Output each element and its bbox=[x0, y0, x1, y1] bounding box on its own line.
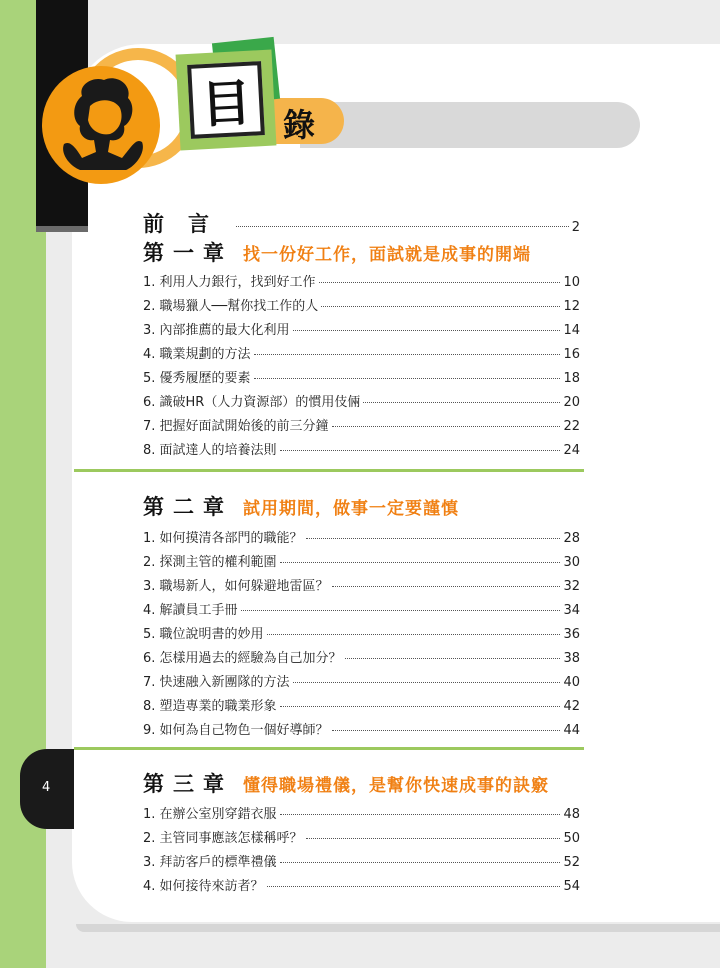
leader-dots bbox=[293, 682, 561, 683]
toc-entry[interactable] bbox=[143, 827, 580, 846]
toc-entry-title: 5. 優秀履歷的要素 bbox=[143, 371, 251, 386]
leader-dots bbox=[267, 634, 561, 635]
page-shadow bbox=[76, 924, 720, 932]
chapter-label: 第一章 bbox=[143, 241, 233, 265]
toc-entry[interactable] bbox=[143, 623, 580, 642]
toc-entry-page: 16 bbox=[563, 347, 580, 362]
toc-entry-page: 52 bbox=[563, 855, 580, 870]
toc-entry-page: 12 bbox=[563, 299, 580, 314]
toc-entry-page: 18 bbox=[563, 371, 580, 386]
toc-entry-page: 36 bbox=[563, 627, 580, 642]
title-grey-band bbox=[300, 102, 640, 148]
toc-entry-page: 48 bbox=[563, 807, 580, 822]
toc-entry[interactable] bbox=[143, 551, 580, 570]
leader-dots bbox=[332, 586, 561, 587]
toc-entry-page: 30 bbox=[563, 555, 580, 570]
toc-entry[interactable] bbox=[143, 851, 580, 870]
page-number: 4 bbox=[42, 780, 51, 795]
toc-entry[interactable] bbox=[143, 719, 580, 738]
toc-entry-page: 14 bbox=[563, 323, 580, 338]
toc-entry[interactable] bbox=[143, 319, 580, 338]
toc-entry-page: 28 bbox=[563, 531, 580, 546]
leader-dots bbox=[280, 862, 561, 863]
toc-preface[interactable] bbox=[143, 208, 580, 238]
toc-entry-title: 4. 如何接待來訪者？ bbox=[143, 879, 264, 894]
toc-entry-page: 10 bbox=[563, 275, 580, 290]
toc-entry-page: 22 bbox=[563, 419, 580, 434]
chapter-heading[interactable] bbox=[143, 237, 531, 267]
toc-entry-page: 32 bbox=[563, 579, 580, 594]
toc-entry[interactable] bbox=[143, 391, 580, 410]
toc-entry-title: 2. 探測主管的權利範圍 bbox=[143, 555, 277, 570]
leader-dots bbox=[332, 426, 561, 427]
leader-dots bbox=[321, 306, 560, 307]
toc-entry-title: 3. 職場新人，如何躲避地雷區？ bbox=[143, 579, 329, 594]
toc-entry[interactable] bbox=[143, 439, 580, 458]
toc-entry[interactable] bbox=[143, 599, 580, 618]
chapter-title: 懂得職場禮儀，是幫你快速成事的訣竅 bbox=[243, 776, 549, 796]
chapter-heading[interactable] bbox=[143, 491, 459, 521]
leader-dots bbox=[306, 838, 561, 839]
toc-entry-title: 7. 快速融入新團隊的方法 bbox=[143, 675, 290, 690]
toc-entry-page: 54 bbox=[563, 879, 580, 894]
toc-entry[interactable] bbox=[143, 415, 580, 434]
chapter-label: 第三章 bbox=[143, 772, 233, 796]
leader-dots bbox=[293, 330, 561, 331]
toc-entry[interactable] bbox=[143, 575, 580, 594]
toc-entry-title: 9. 如何為自己物色一個好導師？ bbox=[143, 723, 329, 738]
chapter-label: 第二章 bbox=[143, 495, 233, 519]
toc-entry-title: 7. 把握好面試開始後的前三分鐘 bbox=[143, 419, 329, 434]
leader-dots bbox=[280, 450, 561, 451]
toc-entry-title: 8. 面試達人的培養法則 bbox=[143, 443, 277, 458]
toc-entry[interactable] bbox=[143, 647, 580, 666]
toc-entry-page: 20 bbox=[563, 395, 580, 410]
toc-entry-title: 2. 主管同事應該怎樣稱呼？ bbox=[143, 831, 303, 846]
toc-entry[interactable] bbox=[143, 803, 580, 822]
toc-entry-title: 8. 塑造專業的職業形象 bbox=[143, 699, 277, 714]
avatar-icon bbox=[42, 66, 160, 184]
title-glyph: 目 bbox=[187, 61, 265, 139]
toc-entry[interactable] bbox=[143, 527, 580, 546]
toc-entry-page: 24 bbox=[563, 443, 580, 458]
toc-entry-title: 1. 如何摸清各部門的職能？ bbox=[143, 531, 303, 546]
leader-dots bbox=[280, 562, 561, 563]
leader-dots bbox=[254, 378, 561, 379]
toc-entry-page: 38 bbox=[563, 651, 580, 666]
toc-entry-title: 6. 怎樣用過去的經驗為自己加分？ bbox=[143, 651, 342, 666]
leader-dots bbox=[332, 730, 561, 731]
toc-entry-title: 3. 內部推薦的最大化利用 bbox=[143, 323, 290, 338]
toc-entry[interactable] bbox=[143, 695, 580, 714]
toc-entry-title: 6. 識破HR（人力資源部）的慣用伎倆 bbox=[143, 395, 361, 410]
preface-page: 2 bbox=[571, 220, 580, 235]
leader-dots bbox=[363, 402, 560, 403]
section-divider bbox=[74, 469, 584, 472]
toc-entry[interactable] bbox=[143, 367, 580, 386]
page-title: 錄 bbox=[283, 106, 316, 144]
leader-dots bbox=[319, 282, 561, 283]
leader-dots bbox=[345, 658, 561, 659]
toc-entry[interactable] bbox=[143, 295, 580, 314]
toc-entry-page: 44 bbox=[563, 723, 580, 738]
leader-dots bbox=[241, 610, 561, 611]
toc-entry-title: 3. 拜訪客戶的標準禮儀 bbox=[143, 855, 277, 870]
leader-dots bbox=[280, 706, 561, 707]
toc-entry-page: 50 bbox=[563, 831, 580, 846]
leader-dots bbox=[254, 354, 561, 355]
toc-entry[interactable] bbox=[143, 671, 580, 690]
toc-entry-page: 40 bbox=[563, 675, 580, 690]
toc-entry[interactable] bbox=[143, 271, 580, 290]
toc-entry-title: 4. 職業規劃的方法 bbox=[143, 347, 251, 362]
toc-entry-page: 34 bbox=[563, 603, 580, 618]
leader-dots bbox=[236, 226, 569, 227]
toc-entry-title: 1. 利用人力銀行，找到好工作 bbox=[143, 275, 316, 290]
chapter-heading[interactable] bbox=[143, 768, 549, 798]
title-glyph-box bbox=[176, 50, 277, 151]
section-divider bbox=[74, 747, 584, 750]
toc-entry-page: 42 bbox=[563, 699, 580, 714]
toc-entry-title: 1. 在辦公室別穿錯衣服 bbox=[143, 807, 277, 822]
chapter-title: 找一份好工作，面試就是成事的開端 bbox=[243, 245, 531, 265]
leader-dots bbox=[306, 538, 561, 539]
toc-entry[interactable] bbox=[143, 875, 580, 894]
leader-dots bbox=[280, 814, 561, 815]
leader-dots bbox=[267, 886, 561, 887]
toc-entry-title: 2. 職場獵人──幫你找工作的人 bbox=[143, 299, 319, 314]
chapter-title: 試用期間，做事一定要謹慎 bbox=[243, 499, 459, 519]
preface-label: 前言 bbox=[143, 212, 233, 236]
toc-entry[interactable] bbox=[143, 343, 580, 362]
toc-entry-title: 4. 解讀員工手冊 bbox=[143, 603, 238, 618]
toc-entry-title: 5. 職位說明書的妙用 bbox=[143, 627, 264, 642]
